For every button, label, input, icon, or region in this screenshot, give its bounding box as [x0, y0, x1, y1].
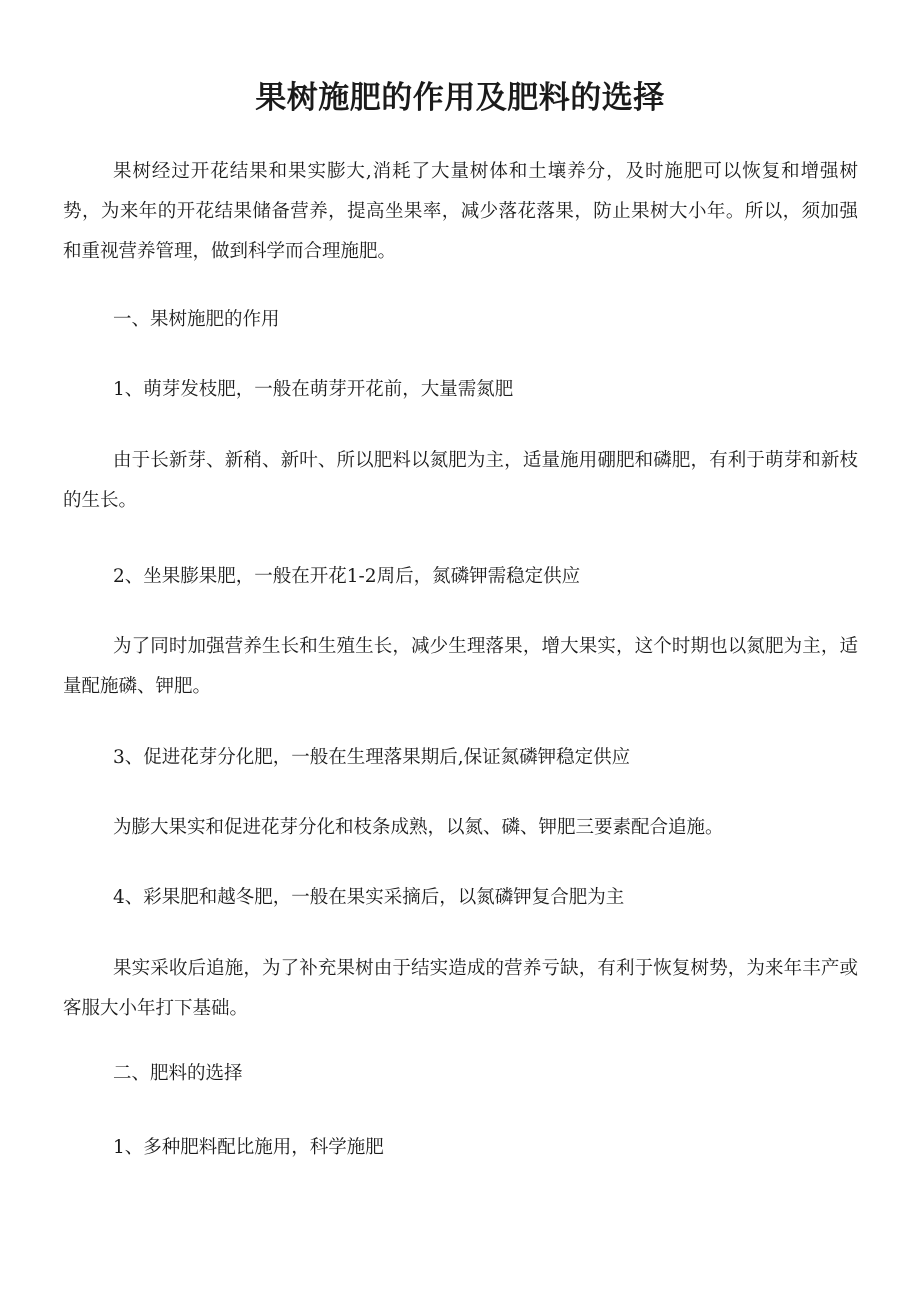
- item-2-body: 为了同时加强营养生长和生殖生长，减少生理落果，增大果实，这个时期也以氮肥为主，适量配施磷、钾肥。: [63, 636, 858, 697]
- item-2-heading: 2、坐果膨果肥，一般在开花1-2周后，氮磷钾需稳定供应: [113, 566, 581, 587]
- item-3-body: 为膨大果实和促进花芽分化和枝条成熟，以氮、磷、钾肥三要素配合追施。: [113, 817, 724, 838]
- section-1-heading: 一、果树施肥的作用: [113, 309, 280, 330]
- item-4-body: 果实采收后追施，为了补充果树由于结实造成的营养亏缺，有利于恢复树势，为来年丰产或客服大小年打下基础。: [63, 958, 858, 1019]
- document-title: 果树施肥的作用及肥料的选择: [255, 80, 665, 116]
- section-2-heading: 二、肥料的选择: [113, 1063, 243, 1084]
- section-2-item-1-heading: 1、多种肥料配比施用，科学施肥: [113, 1137, 384, 1158]
- item-1-heading: 1、萌芽发枝肥，一般在萌芽开花前，大量需氮肥: [113, 379, 514, 400]
- intro-paragraph: 果树经过开花结果和果实膨大,消耗了大量树体和土壤养分，及时施肥可以恢复和增强树势，为来年的开花结果储备营养，提高坐果率，减少落花落果，防止果树大小年。所以，须加强和重视营养管理，做到科学而合理施肥。: [63, 161, 858, 262]
- item-4-heading: 4、彩果肥和越冬肥，一般在果实采摘后，以氮磷钾复合肥为主: [113, 887, 625, 908]
- item-1-body: 由于长新芽、新稍、新叶、所以肥料以氮肥为主，适量施用硼肥和磷肥，有利于萌芽和新枝的生长。: [63, 450, 858, 511]
- item-3-heading: 3、促进花芽分化肥，一般在生理落果期后,保证氮磷钾稳定供应: [113, 747, 631, 768]
